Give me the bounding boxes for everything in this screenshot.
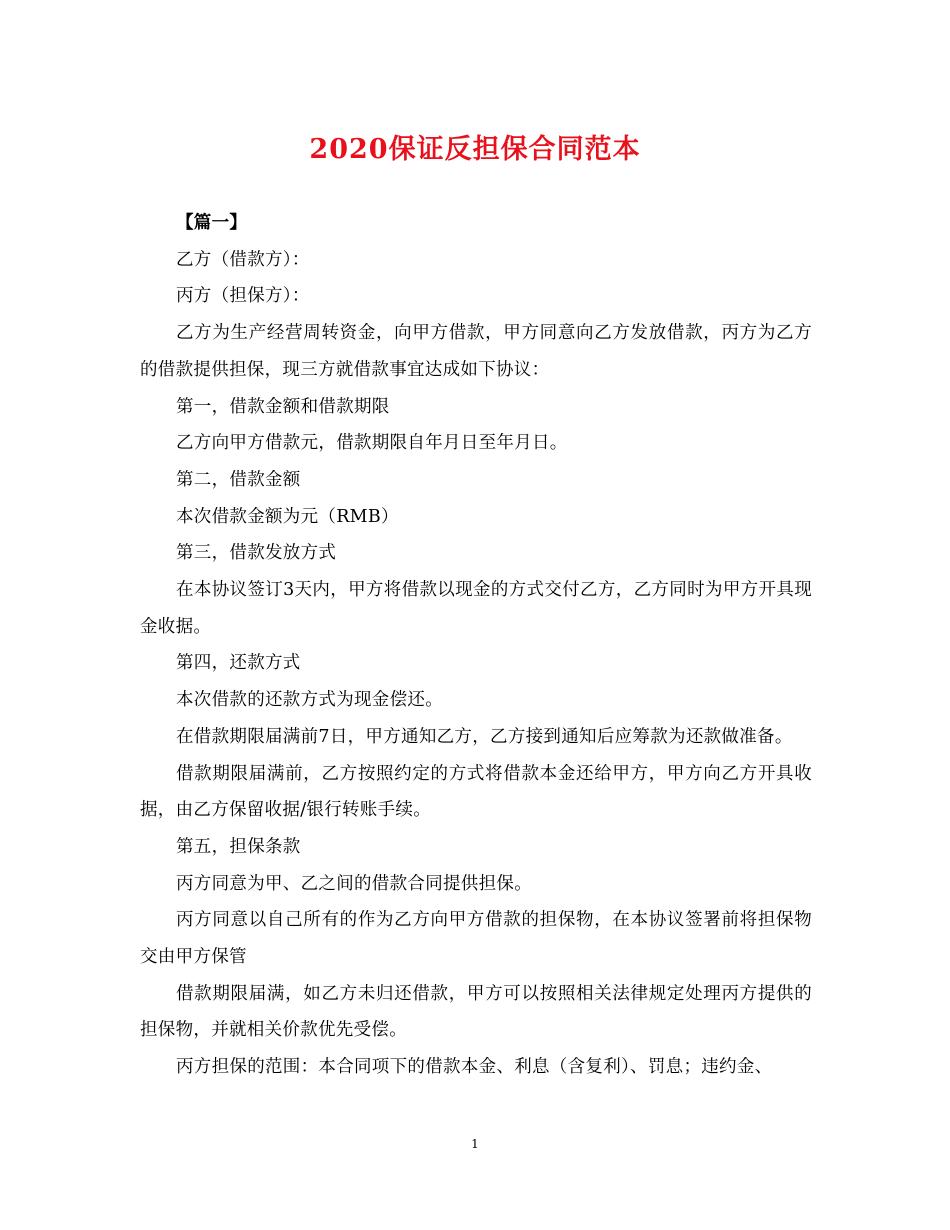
clause-heading: 第二，借款金额 [176,469,301,490]
clause-paragraph: 本次借款的还款方式为现金偿还。 [176,690,443,711]
clause-heading: 第三，借款发放方式 [176,543,337,564]
clause-heading: 第五，担保条款 [176,836,301,857]
clause-paragraph: 借款期限届满前，乙方按照约定的方式将借款本金还给甲方，甲方向乙方开具收据，由乙方保留收据/银行转账手续。 [140,763,812,821]
clause-heading: 第四，还款方式 [176,653,301,674]
section-label: 【篇一】 [176,213,248,233]
clause-paragraph: 本次借款金额为元（RMB） [176,506,399,527]
clause-heading: 第一，借款金额和借款期限 [176,396,390,417]
clause-paragraph: 丙方同意为甲、乙之间的借款合同提供担保。 [176,873,532,894]
preamble-paragraph: 乙方为生产经营周转资金，向甲方借款，甲方同意向乙方发放借款，丙方为乙方的借款提供担保，现三方就借款事宜达成如下协议： [140,323,812,380]
clause-paragraph: 在本协议签订3天内，甲方将借款以现金的方式交付乙方，乙方同时为甲方开具现金收据。 [140,580,812,637]
clause-paragraph: 借款期限届满，如乙方未归还借款，甲方可以按照相关法律规定处理丙方提供的担保物，并就相关价款优先受偿。 [140,983,812,1041]
party-b-line: 乙方（借款方）： [176,249,310,270]
page-number: 1 [471,1137,479,1151]
document-title: 2020保证反担保合同范本 [309,134,641,165]
clause-paragraph: 在借款期限届满前7日，甲方通知乙方，乙方接到通知后应筹款为还款做准备。 [176,726,793,747]
party-c-line: 丙方（担保方）： [176,286,310,307]
clause-paragraph: 丙方同意以自己所有的作为乙方向甲方借款的担保物，在本协议签署前将担保物交由甲方保管 [140,910,812,968]
clause-paragraph: 乙方向甲方借款元，借款期限自年月日至年月日。 [176,433,568,454]
clause-paragraph: 丙方担保的范围：本合同项下的借款本金、利息（含复利）、罚息；违约金、 [176,1057,773,1078]
document-body [140,205,812,1086]
